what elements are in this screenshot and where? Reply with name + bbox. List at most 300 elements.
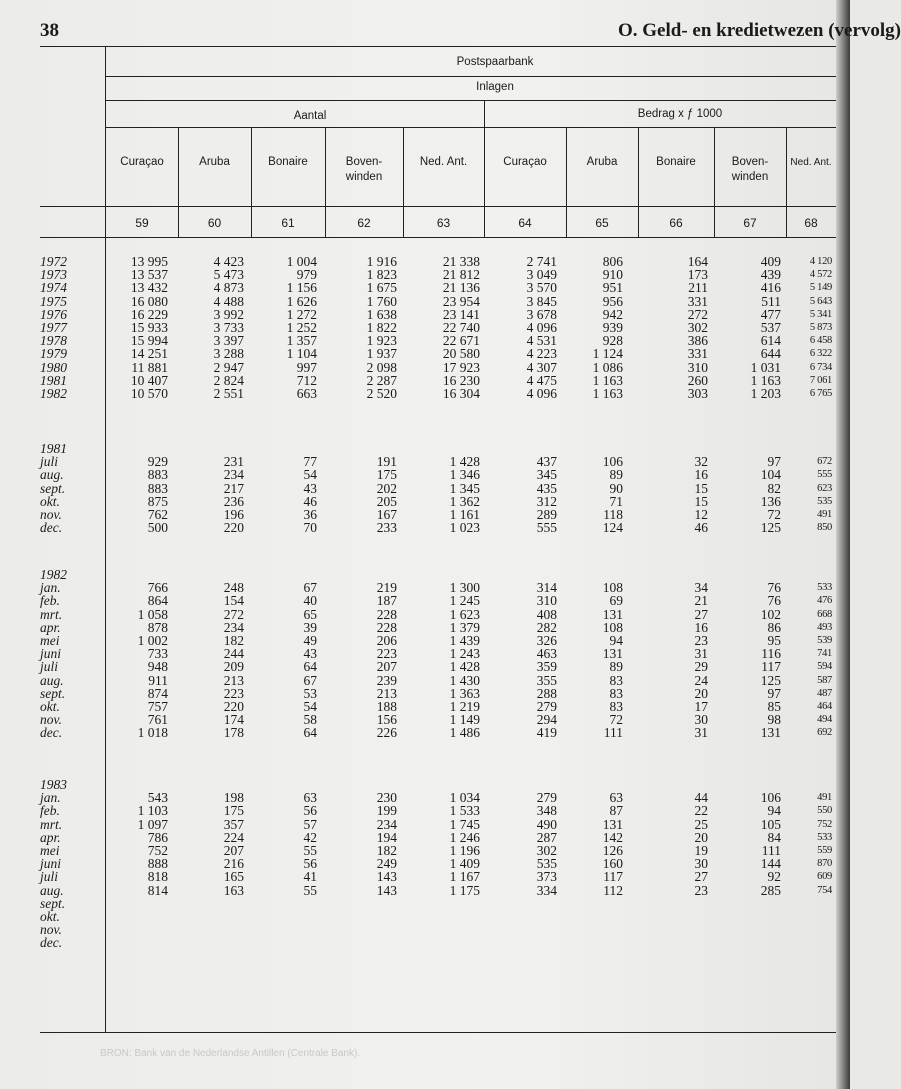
row-label: juli [40,869,59,885]
table-cell: 163 [223,882,244,898]
table-cell: 1 245 [449,593,480,609]
table-cell: 1 379 [449,619,480,635]
table-cell: 199 [376,803,397,819]
table-cell: 57 [303,816,317,832]
table-cell: 878 [147,619,168,635]
table-cell: 614 [760,333,781,349]
column-header: Bonaire [268,156,308,168]
table-cell: 289 [536,507,557,522]
label-column-rule [105,46,106,1033]
table-cell: 533 [817,582,832,594]
table-cell: 24 [694,672,708,688]
table-cell: 11 881 [131,359,168,375]
table-cell: 174 [223,712,244,728]
table-cell: 359 [536,659,557,675]
table-cell: 54 [303,467,317,483]
table-cell: 236 [223,493,244,509]
table-cell: 1 031 [750,359,781,375]
table-cell: 85 [767,699,781,714]
table-cell: 13 432 [130,280,168,296]
table-cell: 234 [376,816,397,832]
table-cell: 272 [223,606,244,622]
table-cell: 40 [303,593,317,609]
table-cell: 15 994 [130,333,168,349]
table-cell: 850 [817,522,832,534]
table-cell: 1 823 [366,267,397,283]
column-number: 61 [281,216,295,230]
table-cell: 144 [760,856,781,872]
table-cell: 550 [817,805,832,817]
table-cell: 239 [376,672,397,688]
table-cell: 587 [817,674,832,686]
table-cell: 408 [536,606,557,622]
table-cell: 14 251 [130,346,168,362]
table-cell: 1 533 [449,803,480,819]
table-cell: 435 [536,480,557,496]
table-cell: 228 [376,619,397,635]
row-label: juli [40,659,59,675]
table-cell: 1 163 [592,372,623,388]
table-cell: 49 [303,633,317,648]
table-cell: 5 341 [809,308,832,320]
table-cell: 287 [536,829,557,845]
table-cell: 220 [223,520,244,536]
table-cell: 1 428 [449,454,480,470]
table-cell: 1 300 [449,580,480,596]
table-cell: 4 223 [526,346,557,362]
table-cell: 535 [536,856,557,872]
table-cell: 16 304 [442,386,480,401]
table-cell: 23 954 [442,293,480,309]
table-cell: 766 [147,580,168,596]
row-label: mrt. [40,606,63,622]
table-cell: 1 175 [449,882,480,898]
table-cell: 131 [760,725,781,741]
table-cell: 463 [536,646,557,662]
table-cell: 419 [536,725,557,741]
table-cell: 1 058 [137,606,168,622]
table-cell: 1 638 [366,306,397,322]
table-cell: 21 [694,593,708,609]
table-cell: 712 [296,372,317,388]
table-cell: 86 [767,619,781,635]
table-cell: 97 [767,454,781,470]
table-cell: 310 [687,359,708,375]
column-number: 59 [135,216,149,230]
table-cell: 314 [536,580,557,596]
table-cell: 6 322 [809,348,832,360]
table-cell: 3 397 [213,333,244,349]
table-cell: 883 [147,480,168,496]
table-cell: 89 [609,659,623,675]
table-cell: 131 [602,816,623,832]
table-cell: 71 [609,493,623,509]
table-cell: 1 097 [137,816,168,832]
row-label: apr. [40,619,61,635]
table-cell: 282 [536,619,557,635]
table-cell: 476 [817,595,832,607]
table-cell: 864 [147,593,168,609]
table-cell: 95 [767,633,781,648]
table-cell: 116 [761,646,781,662]
table-cell: 13 995 [130,254,168,269]
table-cell: 535 [817,495,832,507]
table-cell: 409 [760,254,781,269]
table-cell: 15 [694,493,708,509]
table-cell: 19 [694,843,708,858]
table-cell: 72 [609,712,623,728]
table-cell: 1 167 [449,869,480,885]
table-cell: 20 [694,829,708,845]
table-cell: 888 [147,856,168,872]
table-cell: 209 [223,659,244,675]
table-cell: 870 [817,858,832,870]
table-cell: 942 [602,306,623,322]
table-cell: 56 [303,856,317,872]
row-label: nov. [40,712,62,728]
table-cell: 46 [694,520,708,536]
table-cell: 331 [687,293,708,309]
row-label: mei [40,843,60,858]
table-cell: 165 [223,869,244,885]
table-cell: 156 [376,712,397,728]
table-cell: 83 [609,672,623,688]
table-cell: 1 430 [449,672,480,688]
table-cell: 285 [760,882,781,898]
table-cell: 437 [536,454,557,470]
table-cell: 668 [817,608,832,620]
table-cell: 4 873 [213,280,244,296]
column-header: Ned. Ant. [419,156,468,168]
table-cell: 16 230 [442,372,480,388]
table-cell: 818 [147,869,168,885]
table-cell: 1 937 [366,346,397,362]
table-cell: 5 149 [809,282,832,294]
row-label: 1979 [40,346,67,362]
table-cell: 10 570 [130,386,168,401]
table-cell: 609 [817,871,832,883]
header-group-amount: Bedrag x ƒ 1000 [637,108,723,120]
row-label: okt. [40,699,60,714]
table-cell: 77 [303,454,317,470]
table-cell: 302 [687,320,708,335]
table-cell: 331 [687,346,708,362]
table-cell: 5 643 [809,295,832,307]
row-label: feb. [40,803,60,819]
table-cell: 929 [147,454,168,470]
table-cell: 32 [694,454,708,470]
table-cell: 198 [223,790,244,806]
table-cell: 1 156 [286,280,317,296]
row-label: 1980 [40,359,67,375]
table-cell: 464 [817,701,832,712]
table-cell: 1 409 [449,856,480,872]
table-cell: 211 [688,280,708,296]
table-cell: 1 623 [449,606,480,622]
row-label: dec. [40,520,63,536]
table-cell: 106 [760,790,781,806]
table-cell: 228 [376,606,397,622]
table-cell: 355 [536,672,557,688]
row-label: nov. [40,922,62,938]
table-cell: 15 [694,480,708,496]
table-cell: 761 [147,712,168,728]
table-cell: 20 580 [442,346,480,362]
table-cell: 72 [767,507,781,522]
column-header: Boven- winden [345,156,383,183]
table-cell: 4 120 [809,256,832,267]
table-cell: 173 [687,267,708,283]
table-cell: 1 196 [449,843,480,858]
table-cell: 1 246 [449,829,480,845]
table-cell: 883 [147,467,168,483]
table-cell: 334 [536,882,557,898]
table-cell: 559 [817,845,832,856]
table-cell: 64 [303,725,317,741]
row-label: dec. [40,725,63,741]
table-cell: 623 [817,482,832,494]
table-cell: 117 [761,659,781,675]
table-cell: 491 [817,509,832,520]
row-label: 1972 [40,254,67,269]
column-header: Aruba [199,156,230,168]
column-header: Curaçao [503,156,547,168]
table-cell: 4 423 [213,254,244,269]
table-cell: 67 [303,580,317,596]
row-label: jan. [40,580,61,596]
table-cell: 213 [223,672,244,688]
table-cell: 92 [767,869,781,885]
column-number: 65 [595,216,609,230]
row-label: aug. [40,467,64,483]
table-cell: 1 219 [449,699,480,714]
row-label: 1982 [40,386,67,401]
table-cell: 500 [147,520,168,536]
table-cell: 46 [303,493,317,509]
table-cell: 102 [760,606,781,622]
table-cell: 136 [760,493,781,509]
table-cell: 672 [817,456,832,468]
row-label: nov. [40,507,62,522]
row-label: juli [40,454,59,470]
row-label: okt. [40,493,60,509]
table-cell: 3 733 [213,320,244,335]
table-cell: 5 873 [809,322,832,333]
table-cell: 105 [760,816,781,832]
column-number: 68 [804,216,818,230]
table-cell: 97 [767,685,781,701]
table-cell: 143 [376,869,397,885]
table-cell: 67 [303,672,317,688]
row-label: apr. [40,829,61,845]
table-cell: 223 [223,685,244,701]
table-cell: 928 [602,333,623,349]
table-cell: 3 845 [526,293,557,309]
table-cell: 143 [376,882,397,898]
row-label: feb. [40,593,60,609]
table-cell: 279 [536,790,557,806]
table-cell: 1 004 [286,254,317,269]
table-cell: 3 678 [526,306,557,322]
column-number: 63 [436,216,451,230]
table-cell: 2 098 [366,359,397,375]
table-cell: 219 [376,580,397,596]
table-cell: 142 [602,829,623,845]
table-cell: 1 428 [449,659,480,675]
table-cell: 31 [694,646,708,662]
table-cell: 90 [609,480,623,496]
header-rule-4 [40,206,836,207]
row-label: jan. [40,790,61,806]
table-cell: 2 520 [366,386,397,401]
table-cell: 22 671 [442,333,480,349]
table-cell: 207 [376,659,397,675]
table-cell: 733 [147,646,168,662]
table-cell: 2 824 [213,372,244,388]
table-cell: 31 [694,725,708,741]
bottom-rule [40,1032,836,1033]
table-cell: 53 [303,685,317,701]
table-cell: 82 [767,480,781,496]
table-cell: 757 [147,699,168,714]
table-cell: 979 [296,267,317,283]
column-number: 60 [207,216,222,230]
table-cell: 303 [687,386,708,401]
table-cell: 17 923 [442,359,480,375]
row-label: 1978 [40,333,67,349]
header-rule-1 [105,76,836,77]
table-cell: 3 570 [526,280,557,296]
table-cell: 956 [602,293,623,309]
header-top: Postspaarbank [456,56,534,68]
table-cell: 65 [303,606,317,622]
table-cell: 226 [376,725,397,741]
table-cell: 439 [760,267,781,283]
table-cell: 154 [223,593,244,609]
table-cell: 15 933 [130,320,168,335]
table-cell: 248 [223,580,244,596]
table-cell: 94 [767,803,781,819]
row-label: juni [40,646,62,662]
table-cell: 21 338 [442,254,480,269]
table-cell: 244 [223,646,244,662]
table-cell: 386 [687,333,708,349]
table-cell: 124 [602,520,623,536]
chapter-title: O. Geld- en kredietwezen (vervolg) [618,20,901,41]
table-cell: 231 [223,454,244,470]
table-cell: 279 [536,699,557,714]
table-cell: 348 [536,803,557,819]
table-cell: 206 [376,633,397,648]
table-cell: 1 439 [449,633,480,648]
row-label: mrt. [40,816,63,832]
table-cell: 42 [303,829,317,845]
table-cell: 16 080 [130,293,168,309]
table-cell: 207 [223,843,244,858]
table-cell: 490 [536,816,557,832]
table-cell: 202 [376,480,397,496]
table-cell: 948 [147,659,168,675]
table-cell: 487 [817,687,832,699]
row-label: 1983 [40,777,67,792]
table-cell: 12 [694,507,708,522]
table-cell: 104 [760,467,781,483]
table-cell: 494 [817,714,832,726]
table-cell: 216 [223,856,244,872]
table-cell: 55 [303,882,317,898]
row-label: 1973 [40,267,67,283]
table-cell: 533 [817,831,832,843]
table-cell: 13 537 [130,267,168,283]
table-cell: 1 163 [750,372,781,388]
table-cell: 187 [376,593,397,609]
table-cell: 21 812 [442,267,480,283]
table-cell: 555 [536,520,557,536]
table-cell: 357 [223,816,244,832]
table-cell: 224 [223,829,244,845]
table-cell: 22 740 [442,320,480,335]
table-cell: 23 [694,882,708,898]
table-cell: 234 [223,619,244,635]
table-cell: 1 018 [137,725,168,741]
table-cell: 10 407 [130,372,168,388]
table-cell: 43 [303,480,317,496]
column-header: Bonaire [656,156,696,168]
table-cell: 63 [609,790,623,806]
table-cell: 2 741 [526,254,557,269]
table-cell: 220 [223,699,244,714]
table-cell: 76 [767,593,781,609]
column-header: Curaçao [120,156,164,168]
row-label: 1982 [40,567,67,582]
table-cell: 1 034 [449,790,480,806]
table-cell: 25 [694,816,708,832]
column-header: Ned. Ant. [790,157,832,168]
table-cell: 234 [223,467,244,483]
table-cell: 125 [760,520,781,536]
table-cell: 1 163 [592,386,623,401]
table-cell: 16 [694,619,708,635]
table-cell: 167 [376,507,397,522]
table-cell: 373 [536,869,557,885]
page-edge [836,0,850,1089]
row-label: 1981 [40,441,67,456]
table-cell: 125 [760,672,781,688]
table-cell: 951 [602,280,623,296]
row-label: sept. [40,685,66,701]
table-cell: 223 [376,646,397,662]
table-cell: 288 [536,685,557,701]
table-cell: 83 [609,699,623,714]
table-cell: 1 916 [366,254,397,269]
table-cell: 23 141 [442,306,480,322]
table-cell: 4 307 [526,359,557,375]
table-cell: 29 [694,659,708,675]
table-cell: 1 362 [449,493,480,509]
table-cell: 34 [694,580,708,596]
table-cell: 2 287 [366,372,397,388]
table-cell: 2 947 [213,359,244,375]
table-cell: 1 486 [449,725,480,741]
table-cell: 131 [602,646,623,662]
table-cell: 312 [536,493,557,509]
table-cell: 272 [687,306,708,322]
table-cell: 16 229 [130,306,168,322]
table-cell: 117 [603,869,623,885]
table-cell: 27 [694,869,708,885]
table-cell: 54 [303,699,317,714]
table-cell: 106 [602,454,623,470]
